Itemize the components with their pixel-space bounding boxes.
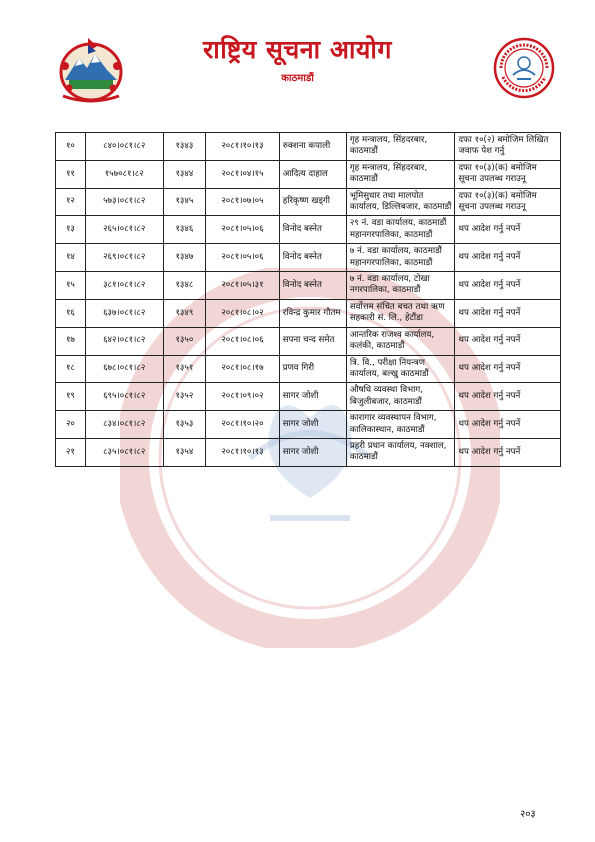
decision-number-cell: १३४३ <box>163 133 206 161</box>
office-cell: भूमिसुधार तथा मालपोत कार्यालय, डिल्लिबजार, काठमाडौं <box>346 188 455 216</box>
registration-cell: ६९५।०८१।८२ <box>85 383 163 411</box>
table-row <box>56 327 561 355</box>
registration-cell: २६९।०८१।८२ <box>85 244 163 272</box>
applicant-cell: सागर जोशी <box>279 411 346 439</box>
decision-number-cell: १३४६ <box>163 216 206 244</box>
date-cell: २०८१।१०।१३ <box>206 438 280 466</box>
serial-cell: १८ <box>56 355 86 383</box>
registration-cell: ३८१।०८१।८२ <box>85 272 163 300</box>
decision-cell: थप आदेश गर्नु नपर्ने <box>455 327 561 355</box>
serial-cell: १५ <box>56 272 86 300</box>
decision-number-cell: १३५२ <box>163 383 206 411</box>
decision-cell: दफा १०(३)(क) बमोजिम सूचना उपलब्ध गराउनू <box>455 188 561 216</box>
serial-cell: १० <box>56 133 86 161</box>
applicant-cell: सपना चन्द समेत <box>279 327 346 355</box>
date-cell: २०८१।०८।०२ <box>206 299 280 327</box>
serial-cell: १६ <box>56 299 86 327</box>
table-row <box>56 383 561 411</box>
office-cell: सर्वोत्तम संचित बचत तथा ऋण सहकारी सं. लि., हेटौंडा <box>346 299 455 327</box>
decision-cell: थप आदेश गर्नु नपर्ने <box>455 383 561 411</box>
applicant-cell: हरिकृष्ण खड्गी <box>279 188 346 216</box>
office-cell: त्रि. वि., परीक्षा नियन्त्रण कार्यालय, बल्खु काठमाडौं <box>346 355 455 383</box>
serial-cell: १४ <box>56 244 86 272</box>
office-cell: आन्तरिक राजश्व कार्यालय, कलंकी, काठमाडौं <box>346 327 455 355</box>
table-row <box>56 244 561 272</box>
table-row <box>56 355 561 383</box>
registration-cell: ५७३।०८१।८२ <box>85 188 163 216</box>
registration-cell: २६५।०८१।८२ <box>85 216 163 244</box>
decision-number-cell: १३५३ <box>163 411 206 439</box>
commission-seal-icon <box>493 37 555 99</box>
decision-cell: थप आदेश गर्नु नपर्ने <box>455 438 561 466</box>
serial-cell: १३ <box>56 216 86 244</box>
decision-cell: थप आदेश गर्नु नपर्ने <box>455 355 561 383</box>
office-cell: गृह मन्त्रालय, सिंहदरबार, काठमाडौं <box>346 160 455 188</box>
page-subtitle: काठमाडौं <box>281 73 314 84</box>
applicant-cell: विनोद बस्नेत <box>279 244 346 272</box>
decision-cell: थप आदेश गर्नु नपर्ने <box>455 216 561 244</box>
table-row <box>56 133 561 161</box>
office-cell: ७ नं. वडा कार्यालय, टोखा नगरपालिका, काठमाडौं <box>346 272 455 300</box>
registration-cell: ८३५।०८१।८२ <box>85 438 163 466</box>
date-cell: २०८१।०८।०६ <box>206 327 280 355</box>
registration-cell: ६३७।०८१।८२ <box>85 299 163 327</box>
registration-cell: १५७०८१।८२ <box>85 160 163 188</box>
date-cell: २०८१।०७।०५ <box>206 188 280 216</box>
decision-number-cell: १३४७ <box>163 244 206 272</box>
date-cell: २०८१।१०।२० <box>206 411 280 439</box>
office-cell: कारागार व्यवस्थापन विभाग, कालिकास्थान, काठमाडौं <box>346 411 455 439</box>
applicant-cell: प्रणव गिरी <box>279 355 346 383</box>
applicant-cell: सागर जोशी <box>279 383 346 411</box>
applicant-cell: आदित्य दाहाल <box>279 160 346 188</box>
decision-number-cell: १३५१ <box>163 355 206 383</box>
page-number: २०३ <box>520 809 536 820</box>
date-cell: २०८१।०५।०६ <box>206 216 280 244</box>
table-row <box>56 188 561 216</box>
decision-cell: थप आदेश गर्नु नपर्ने <box>455 244 561 272</box>
table-row <box>56 411 561 439</box>
serial-cell: १२ <box>56 188 86 216</box>
applicant-cell: रविन्द्र कुमार गौतम <box>279 299 346 327</box>
decision-cell: थप आदेश गर्नु नपर्ने <box>455 272 561 300</box>
decision-cell: दफा १०(२) बमोजिम लिखित जवाफ पेश गर्नु <box>455 133 561 161</box>
registration-cell: ८४०।०८१।८२ <box>85 133 163 161</box>
table-row <box>56 272 561 300</box>
registration-cell: ६७८।०८१।८२ <box>85 355 163 383</box>
decision-number-cell: १३५० <box>163 327 206 355</box>
serial-cell: २० <box>56 411 86 439</box>
office-cell: २९ नं. वडा कार्यालय, काठमाडौं महानगरपालिका, काठमाडौं <box>346 216 455 244</box>
page-header <box>0 0 595 130</box>
records-table <box>55 132 561 467</box>
date-cell: २०८१।०८।१७ <box>206 355 280 383</box>
registration-cell: ६४२।०८१।८२ <box>85 327 163 355</box>
decision-number-cell: १३४९ <box>163 299 206 327</box>
office-cell: गृह मन्त्रालय, सिंहदरबार, काठमाडौं <box>346 133 455 161</box>
office-cell: प्रहरी प्रधान कार्यालय, नक्शाल, काठमाडौं <box>346 438 455 466</box>
date-cell: २०८१।०९।०२ <box>206 383 280 411</box>
table-row <box>56 438 561 466</box>
table-row <box>56 216 561 244</box>
office-cell: ७ नं. वडा कार्यालय, काठमाडौं महानगरपालिका, काठमाडौं <box>346 244 455 272</box>
serial-cell: ११ <box>56 160 86 188</box>
applicant-cell: विनोद बस्नेत <box>279 216 346 244</box>
date-cell: २०८१।०५।०६ <box>206 244 280 272</box>
serial-cell: १९ <box>56 383 86 411</box>
decision-cell: थप आदेश गर्नु नपर्ने <box>455 411 561 439</box>
applicant-cell: विनोद बस्नेत <box>279 272 346 300</box>
decision-cell: थप आदेश गर्नु नपर्ने <box>455 299 561 327</box>
decision-cell: दफा १०(३)(क) बमोजिम सूचना उपलब्ध गराउनू <box>455 160 561 188</box>
decision-number-cell: १३४४ <box>163 160 206 188</box>
decision-number-cell: १३४५ <box>163 188 206 216</box>
office-cell: औषधि व्यवस्था विभाग, बिजुलीबजार, काठमाडौं <box>346 383 455 411</box>
table-row <box>56 160 561 188</box>
date-cell: २०८१।०४।१५ <box>206 160 280 188</box>
date-cell: २०८१।१०।१३ <box>206 133 280 161</box>
registration-cell: ८३४।०८१।८२ <box>85 411 163 439</box>
serial-cell: १७ <box>56 327 86 355</box>
applicant-cell: रुक्शना कपाली <box>279 133 346 161</box>
page-title: राष्ट्रिय सूचना आयोग <box>203 35 392 64</box>
table-row <box>56 299 561 327</box>
date-cell: २०८१।०५।३१ <box>206 272 280 300</box>
decision-number-cell: १३४८ <box>163 272 206 300</box>
serial-cell: २१ <box>56 438 86 466</box>
applicant-cell: सागर जोशी <box>279 438 346 466</box>
decision-number-cell: १३५४ <box>163 438 206 466</box>
